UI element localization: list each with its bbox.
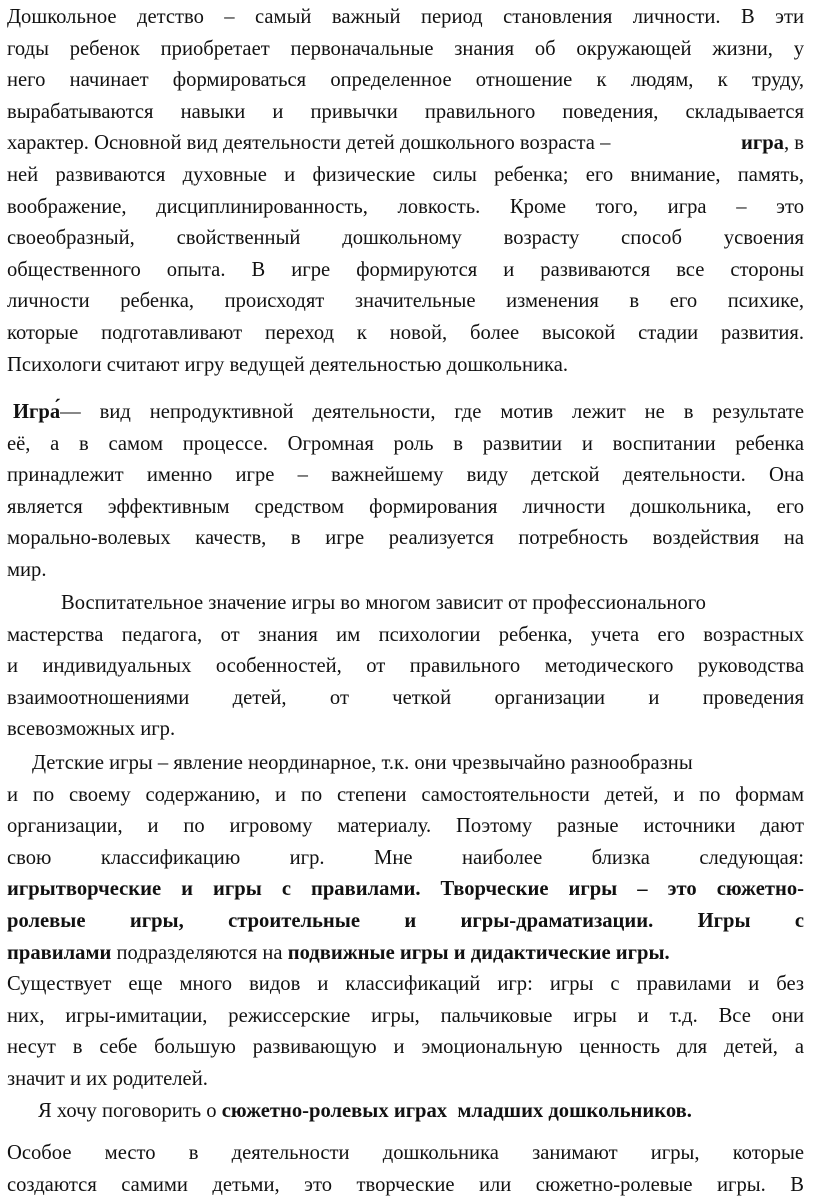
text-line: него начинает формироваться определенное отношение к людям, к труду, xyxy=(7,69,804,92)
text-line: значит и их родителей. xyxy=(7,1067,208,1090)
bold-term-igra: игра xyxy=(741,132,784,155)
text-line: взаимоотношениями детей, от четкой организации и проведения xyxy=(7,686,804,709)
paragraph-definition xyxy=(7,397,804,587)
bold-text-line: ролевые игры, строительные и игры-драматизации. Игры с xyxy=(7,909,804,932)
text-line: них, игры-имитации, режиссерские игры, пальчиковые игры и т.д. Все они xyxy=(7,1004,804,1027)
text-line: ней развиваются духовные и физические силы ребенка; его внимание, память, xyxy=(7,163,804,186)
text-line: Детские игры – явление неординарное, т.к. они чрезвычайно разнообразны xyxy=(32,752,693,774)
text-line: Воспитательное значение игры во многом зависит от профессионального xyxy=(61,592,706,614)
text-line: свою классификацию игр. Мне наиболее близка следующая: xyxy=(7,846,804,869)
text-segment: — вид непродуктивной деятельности, где мотив лежит не в результате xyxy=(60,401,804,423)
text-line xyxy=(13,397,804,429)
text-line: мастерства педагога, от знания им психологии ребенка, учета его возрастных xyxy=(7,623,804,646)
text-line: своеобразный, свойственный дошкольному возрасту способ усвоения xyxy=(7,227,804,250)
text-line: создаются самими детьми, это творческие или сюжетно-ролевые игры. В xyxy=(7,1173,804,1196)
bold-text-line: игрытворческие и игры с правилами. Творческие игры – это сюжетно- xyxy=(7,878,804,901)
paragraph-educational-value xyxy=(7,588,804,746)
text-line: личности ребенка, происходят значительные изменения в его психике, xyxy=(7,290,804,313)
bold-text-segment: подвижные игры и дидактические игры. xyxy=(287,941,670,964)
text-line: всевозможных игр. xyxy=(7,718,176,741)
text-line: которые подготавливают переход к новой, более высокой стадии развития. xyxy=(7,321,804,344)
text-line xyxy=(7,938,804,970)
text-line: и по своему содержанию, и по степени самостоятельности детей, и по формам xyxy=(7,783,804,806)
text-line: принадлежит именно игре – важнейшему виду детской деятельности. Она xyxy=(7,464,804,487)
text-line: морально-волевых качеств, в игре реализуется потребность воздействия на xyxy=(7,527,804,550)
paragraph-other-types xyxy=(7,969,804,1095)
text-segment: характер. Основной вид деятельности детей дошкольного возраста – xyxy=(7,132,611,155)
text-segment: подразделяются на xyxy=(111,941,288,964)
text-segment: , в xyxy=(783,132,804,155)
text-line: вырабатываются навыки и привычки правильного поведения, складывается xyxy=(7,100,804,123)
paragraph-intro xyxy=(7,2,804,381)
text-line xyxy=(7,128,804,160)
text-line: мир. xyxy=(7,558,47,581)
text-line: Особое место в деятельности дошкольника занимают игры, которые xyxy=(7,1142,804,1164)
bold-text-segment: сюжетно-ролевых играх младших дошкольников. xyxy=(221,1100,692,1122)
bold-text-segment: правилами xyxy=(7,941,112,964)
paragraph-classification xyxy=(7,748,804,969)
paragraph-topic xyxy=(7,1096,804,1128)
text-line: является эффективным средством формирования личности дошкольника, его xyxy=(7,495,804,518)
text-line: общественного опыта. В игре формируются и развиваются все стороны xyxy=(7,258,804,281)
text-line: Существует еще много видов и классификаций игр: игры с правилами и без xyxy=(7,973,804,995)
text-line: Дошкольное детство – самый важный период становления личности. В эти xyxy=(7,6,804,28)
text-line: воображение, дисциплинированность, ловкость. Кроме того, игра – это xyxy=(7,195,804,218)
text-segment: Я хочу поговорить о xyxy=(38,1100,222,1122)
text-line: и индивидуальных особенностей, от правильного методического руководства xyxy=(7,655,804,678)
text-line: Психологи считают игру ведущей деятельностью дошкольника. xyxy=(7,353,568,376)
text-line: её, а в самом процессе. Огромная роль в развитии и воспитании ребенка xyxy=(7,432,804,455)
text-line: несут в себе большую развивающую и эмоциональную ценность для детей, а xyxy=(7,1036,804,1059)
text-line xyxy=(7,1096,804,1128)
text-line: годы ребенок приобретает первоначальные знания об окружающей жизни, у xyxy=(7,37,804,60)
paragraph-role-play xyxy=(7,1138,804,1201)
text-line: организации, и по игровому материалу. Поэтому разные источники дают xyxy=(7,815,804,838)
bold-term-igra-definition: Игра́ xyxy=(13,401,61,423)
